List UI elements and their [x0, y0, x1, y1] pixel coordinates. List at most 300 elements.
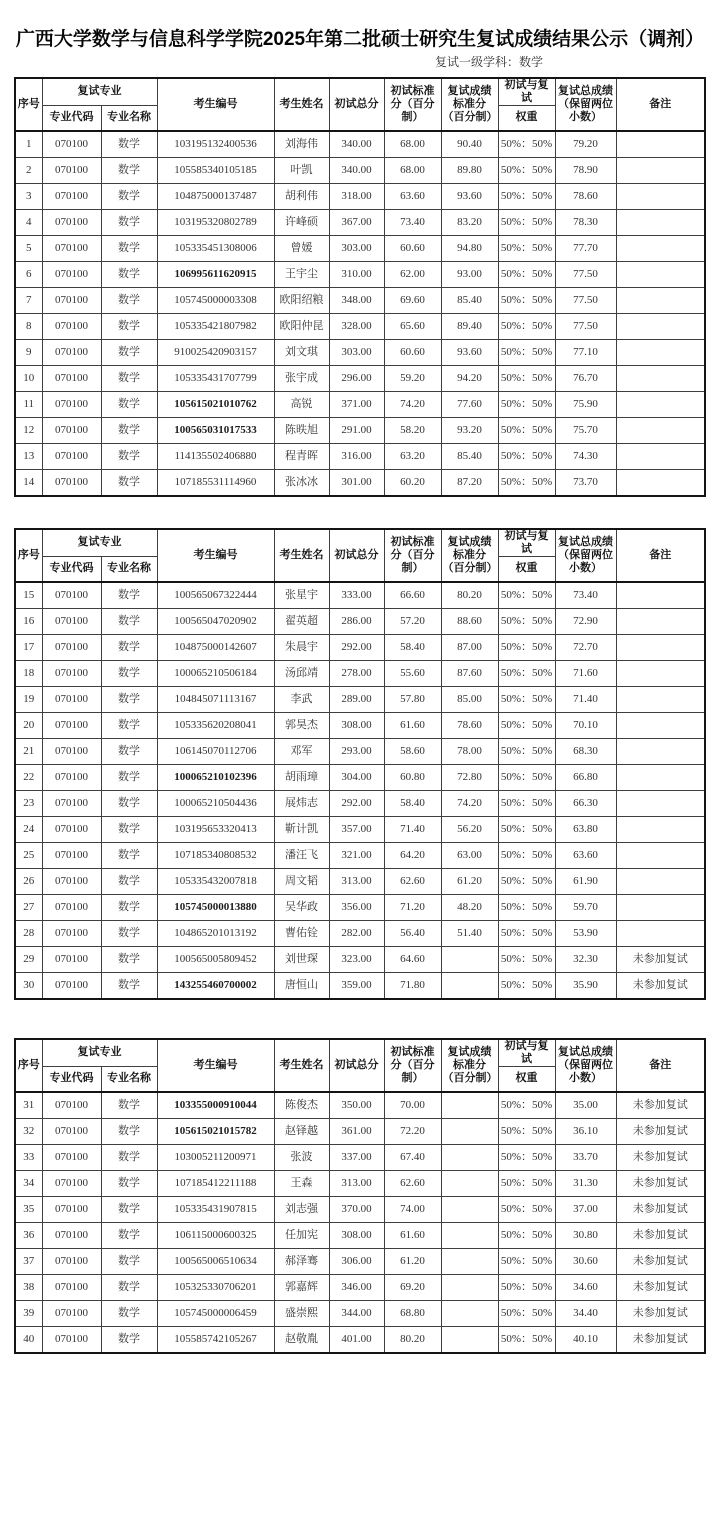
cell-initial-total: 359.00 — [329, 972, 384, 999]
cell-candidate-id: 104865201013192 — [157, 920, 274, 946]
cell-final-score: 77.50 — [555, 313, 616, 339]
table-row — [15, 443, 705, 469]
cell-major-name: 数学 — [101, 816, 157, 842]
cell-remark: 未参加复试 — [616, 946, 705, 972]
cell-retest-std: 87.00 — [441, 634, 498, 660]
col-header-retest-std: 复试成绩标准分（百分制） — [441, 1039, 498, 1092]
table-row — [15, 1326, 705, 1353]
cell-remark — [616, 443, 705, 469]
cell-major-name: 数学 — [101, 946, 157, 972]
col-header-initial-total: 初试总分 — [329, 529, 384, 582]
cell-major-name: 数学 — [101, 1092, 157, 1119]
cell-retest-std — [441, 1300, 498, 1326]
cell-index: 9 — [15, 339, 42, 365]
cell-index: 8 — [15, 313, 42, 339]
table-row — [15, 313, 705, 339]
col-header-weights-bottom: 权重 — [498, 105, 555, 131]
cell-weight: 50%：50% — [498, 582, 555, 609]
cell-final-score: 34.60 — [555, 1274, 616, 1300]
cell-initial-std: 62.00 — [384, 261, 441, 287]
cell-initial-total: 361.00 — [329, 1118, 384, 1144]
cell-major-code: 070100 — [42, 157, 101, 183]
cell-weight: 50%：50% — [498, 1144, 555, 1170]
cell-initial-total: 301.00 — [329, 469, 384, 496]
cell-remark — [616, 738, 705, 764]
cell-initial-std: 80.20 — [384, 1326, 441, 1353]
cell-major-code: 070100 — [42, 972, 101, 999]
cell-remark — [616, 183, 705, 209]
col-header-final-score: 复试总成绩（保留两位小数） — [555, 1039, 616, 1092]
cell-major-code: 070100 — [42, 1248, 101, 1274]
subject-value: 数学 — [519, 55, 544, 69]
cell-major-name: 数学 — [101, 608, 157, 634]
cell-initial-total: 282.00 — [329, 920, 384, 946]
cell-candidate-name: 胡雨璋 — [274, 764, 329, 790]
cell-candidate-name: 张波 — [274, 1144, 329, 1170]
cell-remark — [616, 868, 705, 894]
cell-index: 26 — [15, 868, 42, 894]
col-header-initial-total: 初试总分 — [329, 1039, 384, 1092]
cell-initial-std: 62.60 — [384, 1170, 441, 1196]
cell-retest-std: 94.20 — [441, 365, 498, 391]
cell-index: 2 — [15, 157, 42, 183]
cell-major-code: 070100 — [42, 235, 101, 261]
cell-initial-std: 73.40 — [384, 209, 441, 235]
cell-major-name: 数学 — [101, 1248, 157, 1274]
cell-index: 3 — [15, 183, 42, 209]
cell-initial-total: 296.00 — [329, 365, 384, 391]
cell-major-code: 070100 — [42, 365, 101, 391]
col-header-weights-bottom: 权重 — [498, 556, 555, 582]
cell-candidate-name: 王宇尘 — [274, 261, 329, 287]
cell-remark — [616, 634, 705, 660]
table-row — [15, 660, 705, 686]
cell-initial-std: 60.80 — [384, 764, 441, 790]
cell-retest-std: 89.80 — [441, 157, 498, 183]
cell-final-score: 75.90 — [555, 391, 616, 417]
cell-final-score: 76.70 — [555, 365, 616, 391]
cell-candidate-name: 王森 — [274, 1170, 329, 1196]
col-header-retest-major: 复试专业 — [42, 78, 157, 105]
cell-initial-total: 293.00 — [329, 738, 384, 764]
cell-initial-std: 56.40 — [384, 920, 441, 946]
cell-weight: 50%：50% — [498, 261, 555, 287]
cell-initial-std: 58.60 — [384, 738, 441, 764]
cell-weight: 50%：50% — [498, 443, 555, 469]
cell-retest-std — [441, 972, 498, 999]
cell-initial-total: 344.00 — [329, 1300, 384, 1326]
cell-index: 36 — [15, 1222, 42, 1248]
cell-initial-total: 292.00 — [329, 790, 384, 816]
cell-major-name: 数学 — [101, 1300, 157, 1326]
table-row — [15, 209, 705, 235]
cell-major-name: 数学 — [101, 365, 157, 391]
cell-candidate-name: 汤邱靖 — [274, 660, 329, 686]
cell-final-score: 77.50 — [555, 287, 616, 313]
score-table-3 — [14, 1038, 706, 1354]
cell-final-score: 31.30 — [555, 1170, 616, 1196]
cell-initial-total: 340.00 — [329, 157, 384, 183]
cell-major-name: 数学 — [101, 894, 157, 920]
cell-retest-std: 72.80 — [441, 764, 498, 790]
cell-initial-std: 55.60 — [384, 660, 441, 686]
cell-weight: 50%：50% — [498, 790, 555, 816]
table-row — [15, 1092, 705, 1119]
cell-candidate-id: 100565047020902 — [157, 608, 274, 634]
cell-major-name: 数学 — [101, 1326, 157, 1353]
table-row — [15, 764, 705, 790]
table-row — [15, 712, 705, 738]
cell-weight: 50%：50% — [498, 131, 555, 158]
cell-initial-std: 58.20 — [384, 417, 441, 443]
cell-retest-std: 89.40 — [441, 313, 498, 339]
cell-major-name: 数学 — [101, 261, 157, 287]
cell-index: 4 — [15, 209, 42, 235]
cell-candidate-id: 910025420903157 — [157, 339, 274, 365]
cell-remark — [616, 920, 705, 946]
cell-initial-total: 303.00 — [329, 339, 384, 365]
cell-initial-std: 61.60 — [384, 712, 441, 738]
cell-remark — [616, 157, 705, 183]
col-header-weights-top: 初试与复试 — [498, 78, 555, 105]
table-row — [15, 790, 705, 816]
cell-candidate-name: 任加宪 — [274, 1222, 329, 1248]
cell-final-score: 77.50 — [555, 261, 616, 287]
cell-candidate-name: 高锐 — [274, 391, 329, 417]
cell-candidate-name: 赵敬胤 — [274, 1326, 329, 1353]
cell-weight: 50%：50% — [498, 1092, 555, 1119]
cell-final-score: 30.60 — [555, 1248, 616, 1274]
cell-final-score: 78.60 — [555, 183, 616, 209]
cell-weight: 50%：50% — [498, 972, 555, 999]
cell-candidate-id: 105615021015782 — [157, 1118, 274, 1144]
table-row — [15, 131, 705, 158]
cell-remark — [616, 712, 705, 738]
cell-candidate-name: 叶凯 — [274, 157, 329, 183]
cell-major-code: 070100 — [42, 339, 101, 365]
cell-initial-total: 292.00 — [329, 634, 384, 660]
cell-index: 25 — [15, 842, 42, 868]
cell-candidate-name: 翟英超 — [274, 608, 329, 634]
cell-candidate-name: 欧阳仲昆 — [274, 313, 329, 339]
cell-initial-std: 74.20 — [384, 391, 441, 417]
cell-index: 40 — [15, 1326, 42, 1353]
cell-initial-total: 348.00 — [329, 287, 384, 313]
cell-initial-total: 357.00 — [329, 816, 384, 842]
cell-retest-std: 80.20 — [441, 582, 498, 609]
col-header-candidate-id: 考生编号 — [157, 78, 274, 131]
cell-final-score: 79.20 — [555, 131, 616, 158]
cell-candidate-name: 展炜志 — [274, 790, 329, 816]
cell-weight: 50%：50% — [498, 1248, 555, 1274]
table-row — [15, 686, 705, 712]
cell-weight: 50%：50% — [498, 868, 555, 894]
cell-candidate-id: 143255460700002 — [157, 972, 274, 999]
cell-index: 28 — [15, 920, 42, 946]
table-row — [15, 868, 705, 894]
cell-major-name: 数学 — [101, 842, 157, 868]
table-row — [15, 842, 705, 868]
cell-remark — [616, 608, 705, 634]
cell-initial-total: 367.00 — [329, 209, 384, 235]
cell-weight: 50%：50% — [498, 816, 555, 842]
cell-candidate-name: 欧阳绍粮 — [274, 287, 329, 313]
subject-label: 复试一级学科： — [435, 55, 520, 69]
cell-initial-total: 328.00 — [329, 313, 384, 339]
col-header-weights-bottom: 权重 — [498, 1066, 555, 1092]
cell-candidate-id: 104845071113167 — [157, 686, 274, 712]
col-header-retest-major: 复试专业 — [42, 1039, 157, 1066]
cell-index: 17 — [15, 634, 42, 660]
cell-weight: 50%：50% — [498, 183, 555, 209]
cell-candidate-name: 张冰冰 — [274, 469, 329, 496]
cell-candidate-id: 103195653320413 — [157, 816, 274, 842]
cell-remark — [616, 842, 705, 868]
col-header-candidate-name: 考生姓名 — [274, 1039, 329, 1092]
cell-candidate-id: 103195320802789 — [157, 209, 274, 235]
cell-retest-std: 77.60 — [441, 391, 498, 417]
cell-initial-total: 308.00 — [329, 1222, 384, 1248]
cell-final-score: 59.70 — [555, 894, 616, 920]
cell-retest-std: 93.60 — [441, 183, 498, 209]
cell-initial-total: 286.00 — [329, 608, 384, 634]
cell-retest-std — [441, 1144, 498, 1170]
cell-final-score: 74.30 — [555, 443, 616, 469]
cell-remark: 未参加复试 — [616, 1222, 705, 1248]
col-header-major-code: 专业代码 — [42, 1066, 101, 1092]
cell-retest-std — [441, 1274, 498, 1300]
cell-index: 37 — [15, 1248, 42, 1274]
cell-major-code: 070100 — [42, 686, 101, 712]
cell-remark — [616, 660, 705, 686]
page-title: 广西大学数学与信息科学学院2025年第二批硕士研究生复试成绩结果公示（调剂） — [15, 29, 705, 50]
cell-candidate-name: 李武 — [274, 686, 329, 712]
table-row — [15, 1300, 705, 1326]
cell-index: 33 — [15, 1144, 42, 1170]
cell-final-score: 70.10 — [555, 712, 616, 738]
cell-remark — [616, 894, 705, 920]
cell-candidate-id: 105335620208041 — [157, 712, 274, 738]
cell-retest-std: 85.40 — [441, 287, 498, 313]
col-header-remark: 备注 — [616, 78, 705, 131]
table-row — [15, 183, 705, 209]
cell-major-code: 070100 — [42, 1274, 101, 1300]
cell-major-code: 070100 — [42, 842, 101, 868]
cell-remark — [616, 209, 705, 235]
cell-major-code: 070100 — [42, 391, 101, 417]
cell-retest-std — [441, 1326, 498, 1353]
cell-major-code: 070100 — [42, 764, 101, 790]
cell-candidate-name: 邓军 — [274, 738, 329, 764]
cell-remark — [616, 764, 705, 790]
cell-index: 19 — [15, 686, 42, 712]
cell-weight: 50%：50% — [498, 157, 555, 183]
cell-weight: 50%：50% — [498, 634, 555, 660]
cell-final-score: 78.30 — [555, 209, 616, 235]
cell-candidate-name: 靳计凯 — [274, 816, 329, 842]
cell-initial-total: 401.00 — [329, 1326, 384, 1353]
table-row — [15, 634, 705, 660]
cell-weight: 50%：50% — [498, 313, 555, 339]
cell-remark: 未参加复试 — [616, 1092, 705, 1119]
cell-initial-total: 308.00 — [329, 712, 384, 738]
cell-index: 21 — [15, 738, 42, 764]
cell-index: 10 — [15, 365, 42, 391]
table-row — [15, 235, 705, 261]
cell-remark — [616, 313, 705, 339]
cell-retest-std — [441, 1196, 498, 1222]
cell-final-score: 73.70 — [555, 469, 616, 496]
cell-candidate-name: 赵铎越 — [274, 1118, 329, 1144]
cell-final-score: 75.70 — [555, 417, 616, 443]
cell-retest-std: 48.20 — [441, 894, 498, 920]
cell-major-name: 数学 — [101, 157, 157, 183]
cell-candidate-id: 100565006510634 — [157, 1248, 274, 1274]
results-table — [14, 77, 706, 497]
cell-major-name: 数学 — [101, 183, 157, 209]
table-row — [15, 1144, 705, 1170]
cell-remark — [616, 235, 705, 261]
col-header-final-score: 复试总成绩（保留两位小数） — [555, 78, 616, 131]
cell-major-code: 070100 — [42, 417, 101, 443]
table-row — [15, 417, 705, 443]
cell-candidate-id: 105335421807982 — [157, 313, 274, 339]
cell-remark: 未参加复试 — [616, 1300, 705, 1326]
cell-weight: 50%：50% — [498, 1300, 555, 1326]
cell-retest-std: 63.00 — [441, 842, 498, 868]
cell-candidate-id: 106115000600325 — [157, 1222, 274, 1248]
table-row — [15, 469, 705, 496]
cell-initial-total: 323.00 — [329, 946, 384, 972]
cell-initial-std: 67.40 — [384, 1144, 441, 1170]
cell-remark — [616, 790, 705, 816]
cell-candidate-name: 陈昳旭 — [274, 417, 329, 443]
col-header-major-name: 专业名称 — [101, 556, 157, 582]
col-header-major-code: 专业代码 — [42, 105, 101, 131]
cell-index: 11 — [15, 391, 42, 417]
cell-final-score: 34.40 — [555, 1300, 616, 1326]
cell-remark: 未参加复试 — [616, 1144, 705, 1170]
cell-retest-std: 51.40 — [441, 920, 498, 946]
cell-retest-std: 85.40 — [441, 443, 498, 469]
cell-initial-std: 64.20 — [384, 842, 441, 868]
cell-retest-std: 85.00 — [441, 686, 498, 712]
cell-initial-total: 310.00 — [329, 261, 384, 287]
cell-major-name: 数学 — [101, 287, 157, 313]
cell-initial-std: 71.20 — [384, 894, 441, 920]
cell-final-score: 72.90 — [555, 608, 616, 634]
col-header-weights-top: 初试与复试 — [498, 529, 555, 556]
cell-candidate-id: 105745000006459 — [157, 1300, 274, 1326]
cell-index: 15 — [15, 582, 42, 609]
col-header-retest-std: 复试成绩标准分（百分制） — [441, 529, 498, 582]
cell-retest-std: 78.60 — [441, 712, 498, 738]
cell-major-name: 数学 — [101, 920, 157, 946]
cell-weight: 50%：50% — [498, 842, 555, 868]
cell-weight: 50%：50% — [498, 339, 555, 365]
cell-initial-total: 316.00 — [329, 443, 384, 469]
table-row — [15, 972, 705, 999]
table-row — [15, 894, 705, 920]
col-header-initial-std: 初试标准分（百分制） — [384, 78, 441, 131]
col-header-initial-std: 初试标准分（百分制） — [384, 1039, 441, 1092]
cell-initial-std: 57.80 — [384, 686, 441, 712]
cell-weight: 50%：50% — [498, 365, 555, 391]
cell-index: 30 — [15, 972, 42, 999]
results-table — [14, 1038, 706, 1354]
table-row — [15, 1274, 705, 1300]
cell-initial-total: 291.00 — [329, 417, 384, 443]
cell-retest-std: 90.40 — [441, 131, 498, 158]
cell-major-code: 070100 — [42, 183, 101, 209]
cell-major-code: 070100 — [42, 1170, 101, 1196]
cell-major-name: 数学 — [101, 868, 157, 894]
cell-final-score: 53.90 — [555, 920, 616, 946]
cell-final-score: 73.40 — [555, 582, 616, 609]
cell-major-name: 数学 — [101, 1196, 157, 1222]
cell-remark: 未参加复试 — [616, 972, 705, 999]
cell-weight: 50%：50% — [498, 209, 555, 235]
cell-retest-std: 93.20 — [441, 417, 498, 443]
cell-initial-total: 371.00 — [329, 391, 384, 417]
cell-final-score: 32.30 — [555, 946, 616, 972]
cell-index: 1 — [15, 131, 42, 158]
cell-weight: 50%：50% — [498, 1170, 555, 1196]
cell-retest-std: 93.00 — [441, 261, 498, 287]
cell-retest-std — [441, 1092, 498, 1119]
cell-weight: 50%：50% — [498, 764, 555, 790]
cell-candidate-name: 潘汪飞 — [274, 842, 329, 868]
col-header-retest-major: 复试专业 — [42, 529, 157, 556]
cell-major-name: 数学 — [101, 790, 157, 816]
cell-index: 7 — [15, 287, 42, 313]
cell-candidate-id: 105325330706201 — [157, 1274, 274, 1300]
cell-initial-total: 340.00 — [329, 131, 384, 158]
cell-major-name: 数学 — [101, 1144, 157, 1170]
cell-initial-std: 70.00 — [384, 1092, 441, 1119]
cell-initial-std: 72.20 — [384, 1118, 441, 1144]
cell-index: 22 — [15, 764, 42, 790]
cell-major-name: 数学 — [101, 313, 157, 339]
cell-index: 12 — [15, 417, 42, 443]
col-header-major-name: 专业名称 — [101, 105, 157, 131]
cell-index: 34 — [15, 1170, 42, 1196]
cell-candidate-name: 张星宇 — [274, 582, 329, 609]
cell-major-name: 数学 — [101, 391, 157, 417]
cell-initial-total: 278.00 — [329, 660, 384, 686]
cell-candidate-name: 许峰硕 — [274, 209, 329, 235]
cell-remark — [616, 469, 705, 496]
cell-retest-std: 94.80 — [441, 235, 498, 261]
cell-candidate-id: 100065210102396 — [157, 764, 274, 790]
cell-initial-total: 346.00 — [329, 1274, 384, 1300]
score-table-1 — [14, 77, 706, 497]
cell-final-score: 35.90 — [555, 972, 616, 999]
table-row — [15, 1170, 705, 1196]
cell-initial-std: 62.60 — [384, 868, 441, 894]
cell-index: 27 — [15, 894, 42, 920]
cell-remark — [616, 287, 705, 313]
cell-final-score: 77.10 — [555, 339, 616, 365]
cell-final-score: 77.70 — [555, 235, 616, 261]
cell-initial-total: 370.00 — [329, 1196, 384, 1222]
cell-initial-std: 63.20 — [384, 443, 441, 469]
cell-weight: 50%：50% — [498, 1222, 555, 1248]
cell-candidate-id: 100065210504436 — [157, 790, 274, 816]
cell-major-code: 070100 — [42, 582, 101, 609]
cell-final-score: 68.30 — [555, 738, 616, 764]
table-row — [15, 365, 705, 391]
